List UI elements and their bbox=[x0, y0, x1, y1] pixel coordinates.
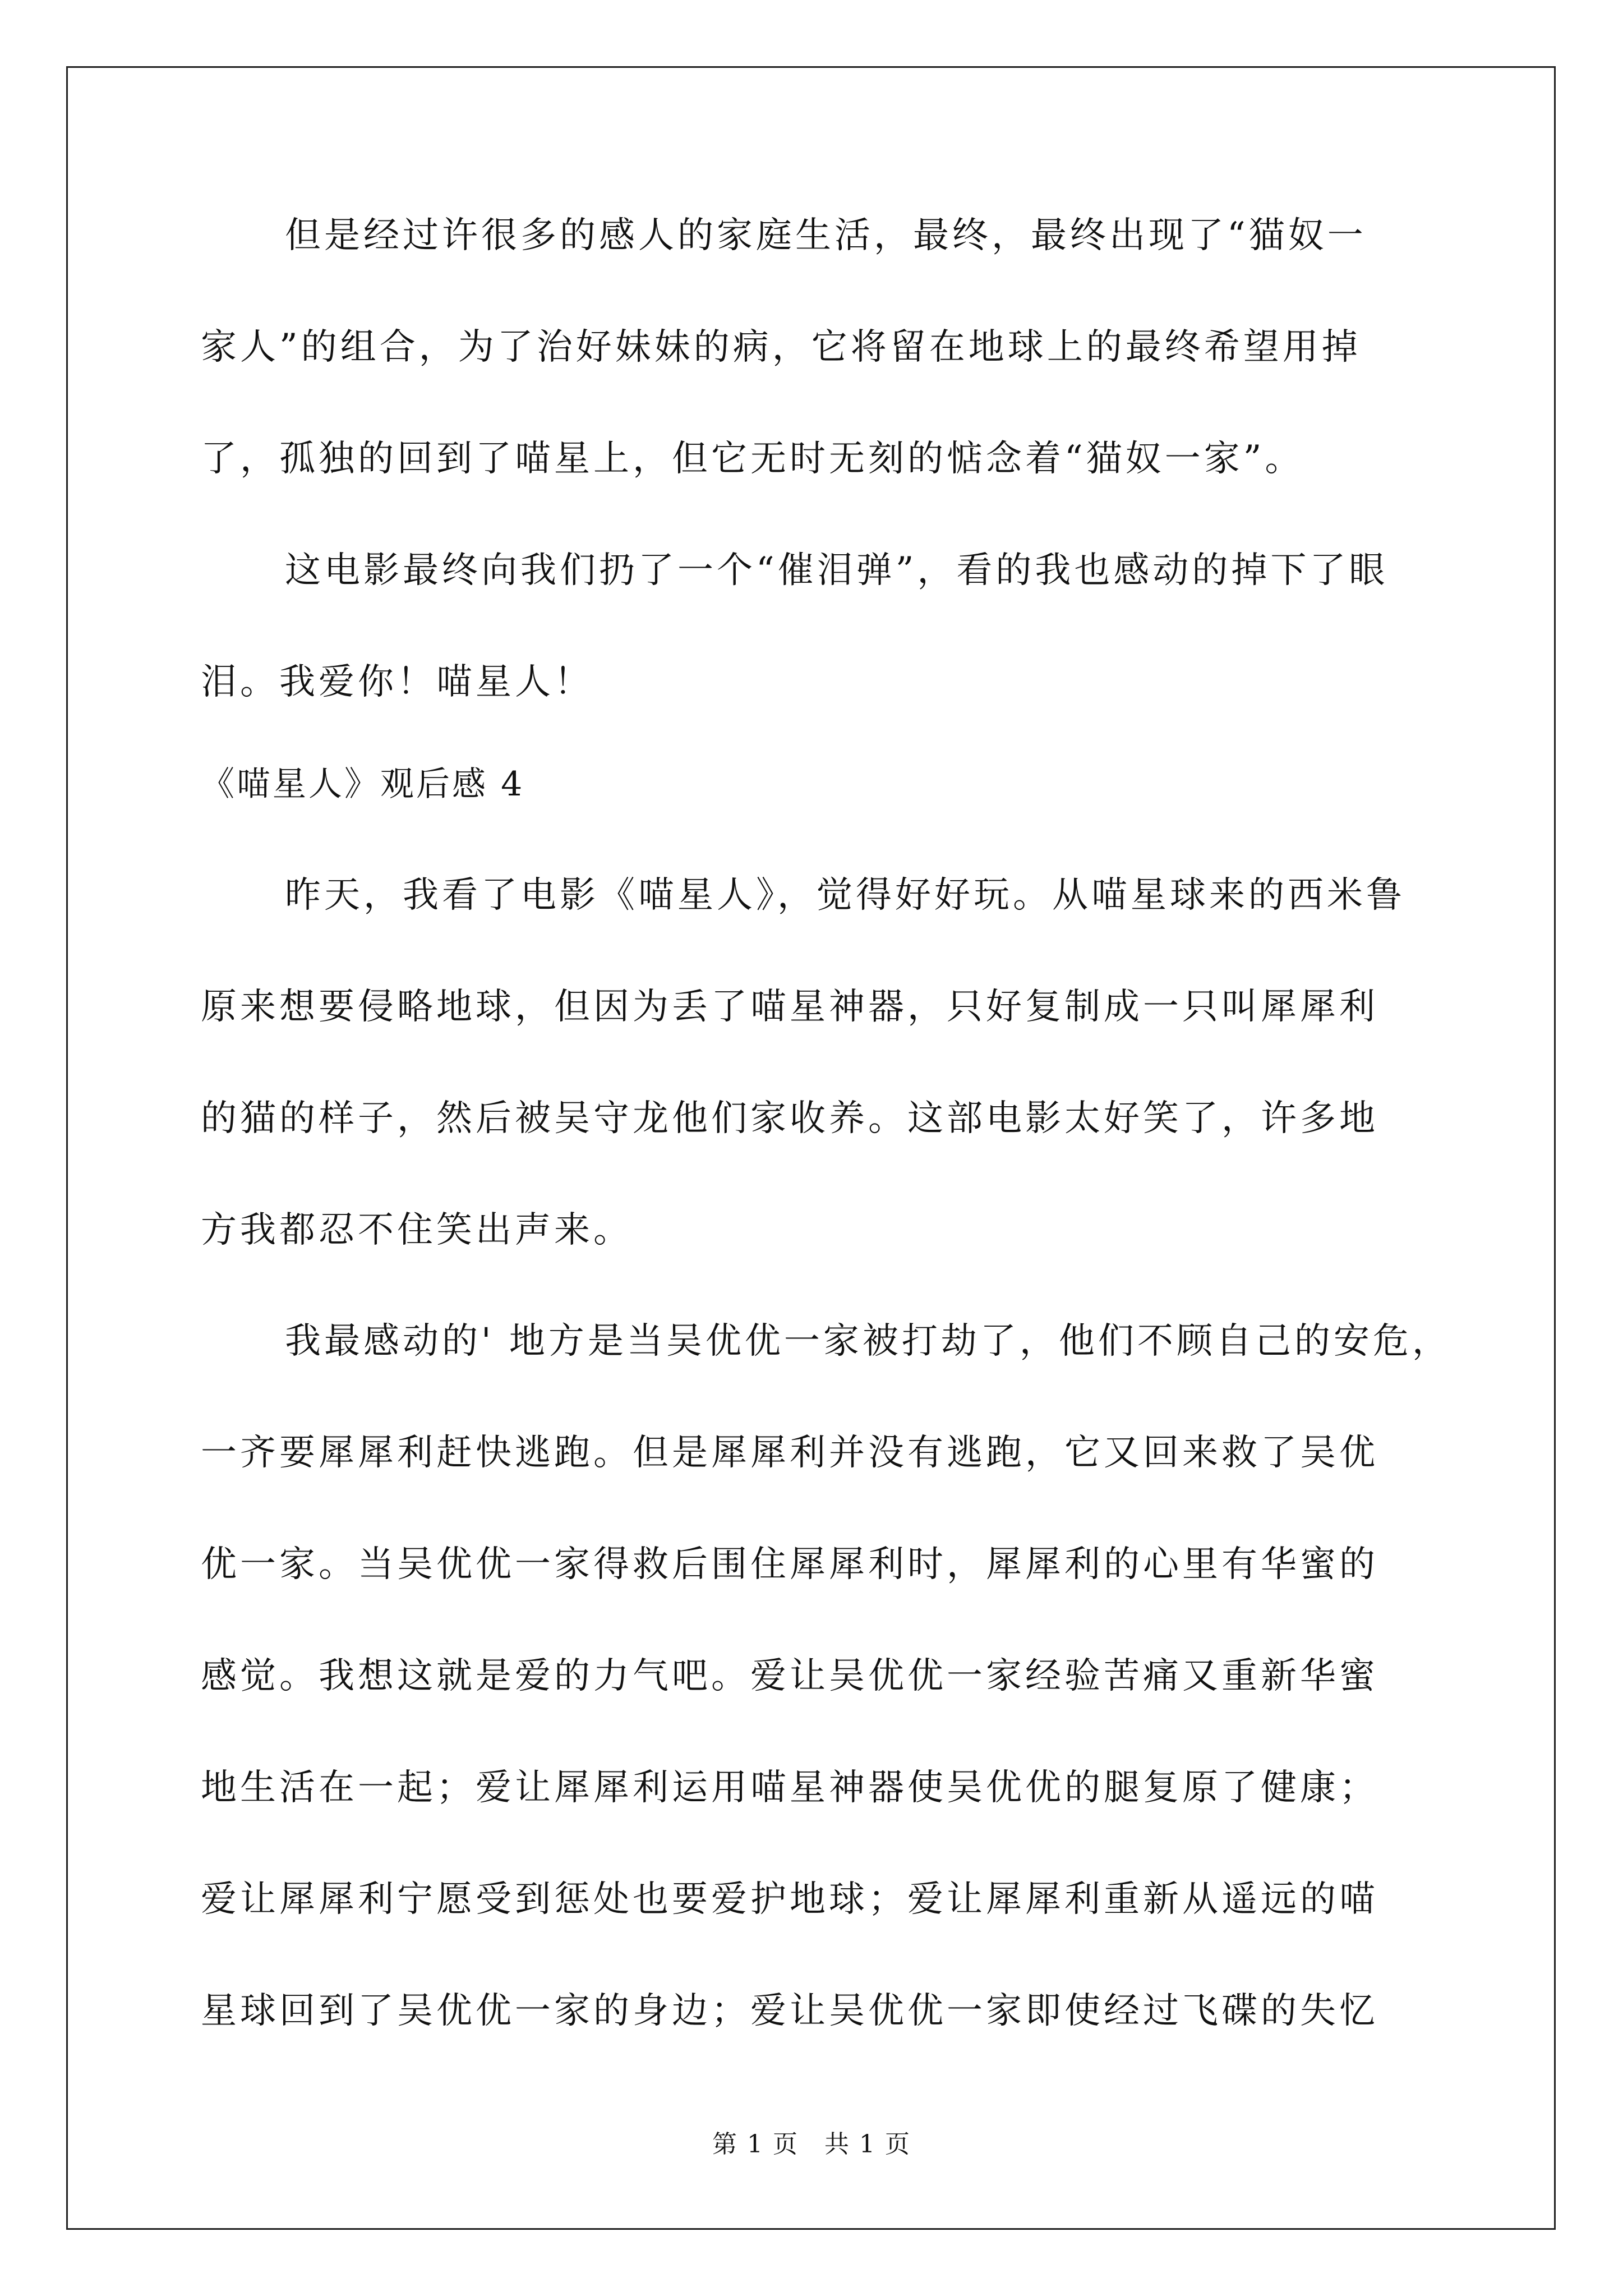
paragraph-1-line-3: 了，孤独的回到了喵星上，但它无时无刻的惦念着“猫奴一家”。 bbox=[201, 438, 1304, 480]
paragraph-1-line-2: 家人”的组合，为了治好妹妹的病，它将留在地球上的最终希望用掉 bbox=[201, 326, 1361, 368]
page-total: 共 1 页 bbox=[824, 2130, 911, 2159]
paragraph-4-line-2: 一齐要犀犀利赶快逃跑。但是犀犀利并没有逃跑，它又回来救了吴优 bbox=[201, 1432, 1378, 1474]
page-number: 第 1 页 bbox=[712, 2130, 799, 2159]
paragraph-4-line-6: 爱让犀犀利宁愿受到惩处也要爱护地球；爱让犀犀利重新从遥远的喵 bbox=[201, 1879, 1378, 1920]
paragraph-3-line-2: 原来想要侵略地球，但因为丢了喵星神器，只好复制成一只叫犀犀利 bbox=[201, 986, 1378, 1028]
paragraph-3-line-1: 昨天，我看了电影《喵星人》，觉得好好玩。从喵星球来的西米鲁 bbox=[285, 875, 1405, 916]
paragraph-3-line-4: 方我都忍不住笑出声来。 bbox=[201, 1209, 633, 1251]
paragraph-1-line-1: 但是经过许很多的感人的家庭生活，最终，最终出现了“猫奴一 bbox=[285, 215, 1367, 256]
paragraph-4-line-1: 我最感动的' 地方是当吴优优一家被打劫了，他们不顾自己的安危， bbox=[285, 1320, 1451, 1362]
paragraph-4-line-5: 地生活在一起；爱让犀犀利运用喵星神器使吴优优的腿复原了健康； bbox=[201, 1767, 1378, 1809]
paragraph-3-line-3: 的猫的样子，然后被吴守龙他们家收养。这部电影太好笑了，许多地 bbox=[201, 1098, 1378, 1139]
paragraph-4-line-3: 优一家。当吴优优一家得救后围住犀犀利时，犀犀利的心里有华蜜的 bbox=[201, 1544, 1378, 1585]
paragraph-2-line-1: 这电影最终向我们扔了一个“催泪弹”，看的我也感动的掉下了眼 bbox=[285, 550, 1389, 591]
section-heading: 《喵星人》观后感 4 bbox=[201, 765, 525, 804]
page-footer bbox=[0, 2129, 1623, 2160]
paragraph-2-line-2: 泪。我爱你！喵星人！ bbox=[201, 661, 593, 703]
paragraph-4-line-7: 星球回到了吴优优一家的身边；爱让吴优优一家即使经过飞碟的失忆 bbox=[201, 1990, 1378, 2032]
paragraph-4-line-4: 感觉。我想这就是爱的力气吧。爱让吴优优一家经验苦痛又重新华蜜 bbox=[201, 1655, 1378, 1697]
